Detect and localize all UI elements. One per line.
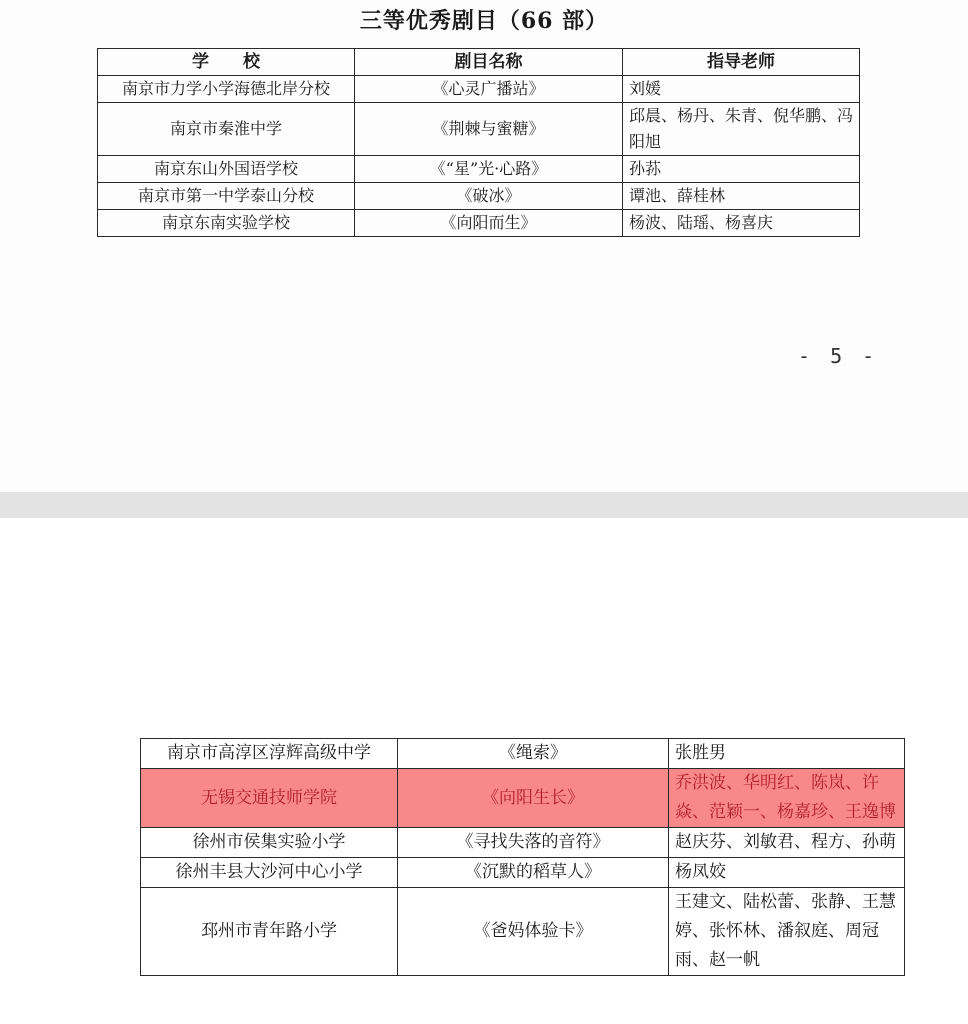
teachers-cell: 张胜男 — [669, 739, 905, 769]
school-cell: 南京市力学小学海德北岸分校 — [98, 76, 355, 103]
teachers-cell: 赵庆芬、刘敏君、程方、孙萌 — [669, 828, 905, 858]
play-cell: 《爸妈体验卡》 — [398, 888, 669, 976]
play-cell: 《向阳生长》 — [398, 769, 669, 828]
column-header-school: 学 校 — [98, 49, 355, 76]
table-row — [141, 828, 905, 858]
table-row — [141, 739, 905, 769]
teachers-cell: 刘媛 — [623, 76, 860, 103]
school-cell: 无锡交通技师学院 — [141, 769, 398, 828]
play-cell: 《沉默的稻草人》 — [398, 858, 669, 888]
column-header-teachers: 指导老师 — [623, 49, 860, 76]
play-cell: 《荆棘与蜜糖》 — [355, 103, 623, 156]
page-number: - 5 - — [798, 344, 879, 368]
teachers-cell: 谭池、薛桂林 — [623, 183, 860, 210]
school-cell: 南京东南实验学校 — [98, 210, 355, 237]
table-row — [98, 156, 860, 183]
teachers-cell: 邱晨、杨丹、朱青、倪华鹏、冯阳旭 — [623, 103, 860, 156]
teachers-cell: 乔洪波、华明红、陈岚、许焱、范颖一、杨嘉珍、王逸博 — [669, 769, 905, 828]
table-row — [98, 103, 860, 156]
table-header-row — [98, 49, 860, 76]
play-cell: 《心灵广播站》 — [355, 76, 623, 103]
column-header-play: 剧目名称 — [355, 49, 623, 76]
play-cell: 《绳索》 — [398, 739, 669, 769]
school-cell: 南京东山外国语学校 — [98, 156, 355, 183]
highlighted-table-row — [141, 769, 905, 828]
table-row — [98, 183, 860, 210]
teachers-cell: 孙荪 — [623, 156, 860, 183]
table-row — [98, 210, 860, 237]
section-title: 三等优秀剧目（66 部） — [359, 8, 609, 34]
school-cell: 南京市第一中学泰山分校 — [98, 183, 355, 210]
play-cell: 《寻找失落的音符》 — [398, 828, 669, 858]
awards-table-page-5 — [97, 48, 860, 237]
awards-table-page-6 — [140, 738, 905, 976]
school-cell: 南京市高淳区淳辉高级中学 — [141, 739, 398, 769]
table-row — [98, 76, 860, 103]
school-cell: 邳州市青年路小学 — [141, 888, 398, 976]
play-cell: 《“星”光·心路》 — [355, 156, 623, 183]
school-cell: 南京市秦淮中学 — [98, 103, 355, 156]
teachers-cell: 杨凤姣 — [669, 858, 905, 888]
teachers-cell: 王建文、陆松蕾、张静、王慧婷、张怀林、潘叙庭、周冠雨、赵一帆 — [669, 888, 905, 976]
document-page-5 — [0, 0, 968, 492]
play-cell: 《破冰》 — [355, 183, 623, 210]
teachers-cell: 杨波、陆瑶、杨喜庆 — [623, 210, 860, 237]
page-separator — [0, 492, 968, 518]
school-cell: 徐州丰县大沙河中心小学 — [141, 858, 398, 888]
table-row — [141, 888, 905, 976]
play-cell: 《向阳而生》 — [355, 210, 623, 237]
school-cell: 徐州市侯集实验小学 — [141, 828, 398, 858]
table-row — [141, 858, 905, 888]
